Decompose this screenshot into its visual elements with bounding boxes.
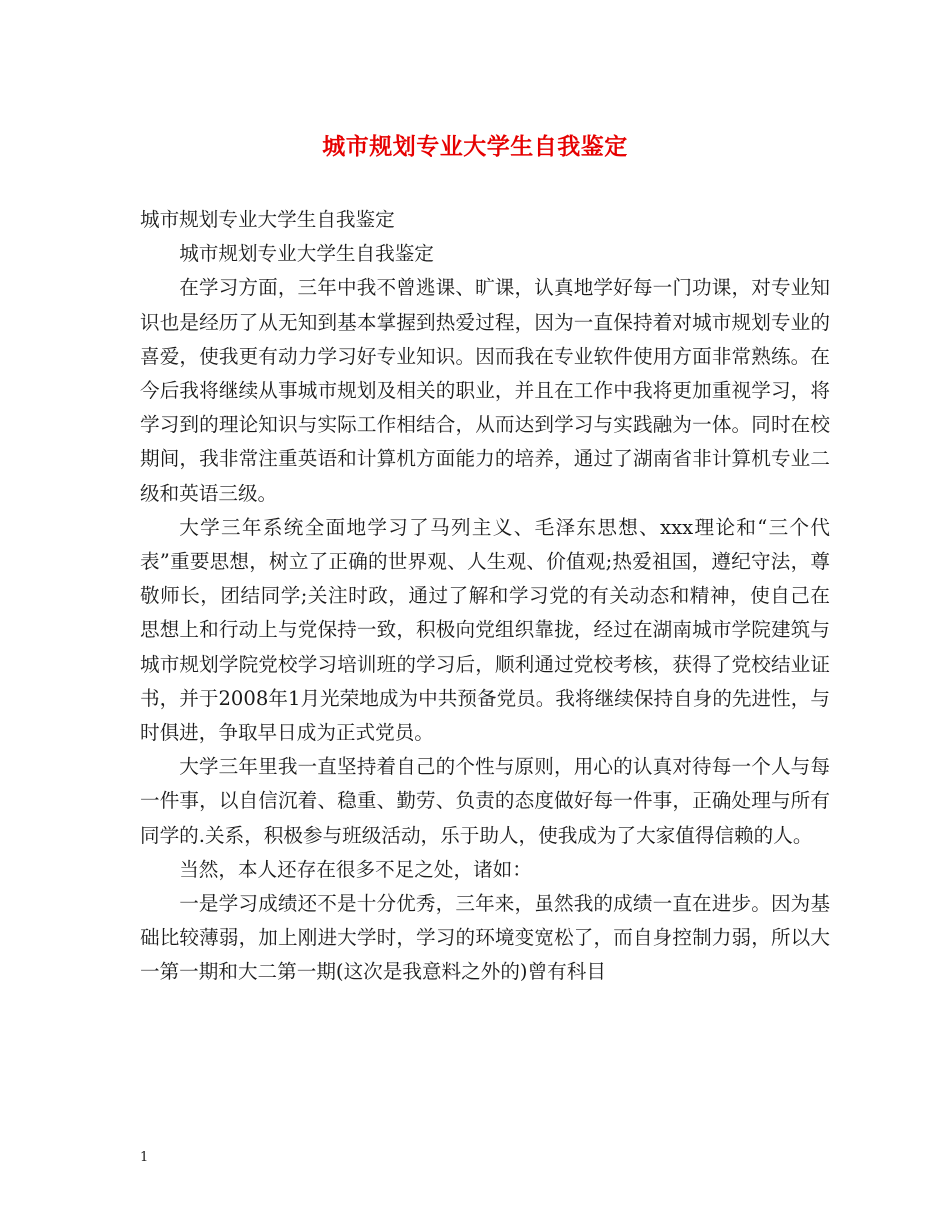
document-body: [140, 203, 830, 990]
paragraph-shortcoming-one: 一是学习成绩还不是十分优秀，三年来，虽然我的成绩一直在进步。因为基础比较薄弱，加上刚进大学时，学习的环境变宽松了，而自身控制力弱，所以大一第一期和大二第一期(这次是我意料之外的)曾有科目: [140, 892, 830, 984]
paragraph-politics: 大学三年系统全面地学习了马列主义、毛泽东思想、xxx理论和“三个代表”重要思想，树立了正确的世界观、人生观、价值观;热爱祖国，遵纪守法，尊敬师长，团结同学;关注时政，通过了解和学习党的有关动态和精神，使自己在思想上和行动上与党保持一致，积极向党组织靠拢，经过在湖南城市学院建筑与城市规划学院党校学习培训班的学习后，顺利通过党校考核，获得了党校结业证书，并于2008年1月光荣地成为中共预备党员。我将继续保持自身的先进性，与时俱进，争取早日成为正式党员。: [140, 515, 830, 745]
paragraph-shortcomings-intro: 当然，本人还存在很多不足之处，诸如：: [179, 857, 532, 881]
page-number: 1: [140, 1150, 149, 1165]
body-subheading: 城市规划专业大学生自我鉴定: [179, 242, 434, 266]
paragraph-personality: 大学三年里我一直坚持着自己的个性与原则，用心的认真对待每一个人与每一件事，以自信沉着、稳重、勤劳、负责的态度做好每一件事，正确处理与所有同学的.关系，积极参与班级活动，乐于助人，使我成为了大家值得信赖的人。: [140, 755, 830, 847]
body-heading: 城市规划专业大学生自我鉴定: [140, 208, 395, 231]
paragraph-study: 在学习方面，三年中我不曾逃课、旷课，认真地学好每一门功课，对专业知识也是经历了从无知到基本掌握到热爱过程，因为一直保持着对城市规划专业的喜爱，使我更有动力学习好专业知识。因而我在专业软件使用方面非常熟练。在今后我将继续从事城市规划及相关的职业，并且在工作中我将更加重视学习，将学习到的理论知识与实际工作相结合，从而达到学习与实践融为一体。同时在校期间，我非常注重英语和计算机方面能力的培养，通过了湖南省非计算机专业二级和英语三级。: [140, 276, 830, 505]
document-title: 城市规划专业大学生自我鉴定: [322, 133, 628, 160]
